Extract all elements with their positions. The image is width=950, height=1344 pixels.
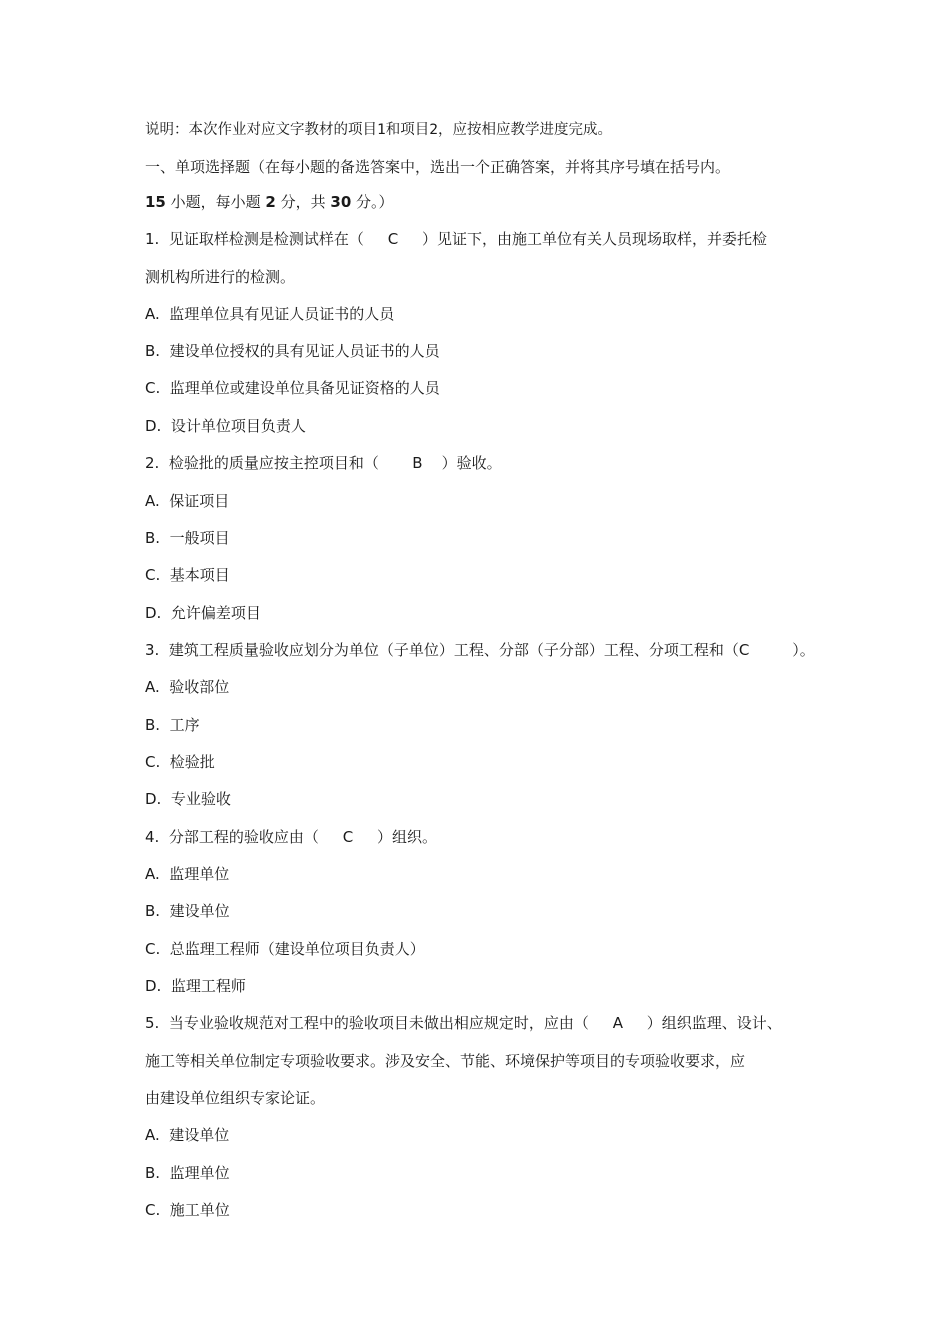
question-2-stem-line-1: 2. 检验批的质量应按主控项目和（ B ）验收。 [145, 454, 502, 472]
question-5-option-b: B. 监理单位 [145, 1164, 230, 1182]
header-text-b: 分，共 [275, 193, 331, 211]
header-text-a: 小题，每小题 [165, 193, 266, 211]
question-2-option-d: D. 允许偏差项目 [145, 604, 261, 622]
question-1-option-d: D. 设计单位项目负责人 [145, 417, 306, 435]
points-total: 30 [330, 193, 352, 211]
question-1-option-b: B. 建设单位授权的具有见证人员证书的人员 [145, 342, 440, 360]
question-4-stem-line-1: 4. 分部工程的验收应由（ C ）组织。 [145, 828, 438, 846]
question-4-option-b: B. 建设单位 [145, 902, 230, 920]
section-header-line1: 一、单项选择题（在每小题的备选答案中，选出一个正确答案，并将其序号填在括号内。 [145, 158, 731, 176]
question-3-option-a: A. 验收部位 [145, 678, 230, 696]
question-3-stem-line-1: 3. 建筑工程质量验收应划分为单位（子单位）工程、分部（子分部）工程、分项工程和（C ）。 [145, 641, 815, 659]
question-count: 15 [145, 193, 166, 211]
header-text-c: 分。） [351, 193, 394, 211]
question-4-option-c: C. 总监理工程师（建设单位项目负责人） [145, 940, 425, 958]
question-1-stem-line-2: 测机构所进行的检测。 [145, 268, 296, 286]
question-3-option-d: D. 专业验收 [145, 790, 231, 808]
intro-note: 说明：本次作业对应文字教材的项目1和项目2，应按相应教学进度完成。 [145, 122, 612, 138]
section-header-line2 [145, 192, 394, 212]
question-1-stem-line-1: 1. 见证取样检测是检测试样在（ C ）见证下，由施工单位有关人员现场取样，并委托检 [145, 230, 768, 248]
question-4-option-d: D. 监理工程师 [145, 977, 246, 995]
question-5-option-c: C. 施工单位 [145, 1201, 230, 1219]
question-5-option-a: A. 建设单位 [145, 1126, 230, 1144]
question-4-option-a: A. 监理单位 [145, 865, 230, 883]
question-1-option-a: A. 监理单位具有见证人员证书的人员 [145, 305, 395, 323]
question-2-option-c: C. 基本项目 [145, 566, 230, 584]
question-2-option-a: A. 保证项目 [145, 492, 230, 510]
question-1-option-c: C. 监理单位或建设单位具备见证资格的人员 [145, 379, 440, 397]
points-each: 2 [265, 193, 276, 211]
question-5-stem-line-1: 5. 当专业验收规范对工程中的验收项目未做出相应规定时，应由（ A ）组织监理、设计、 [145, 1014, 782, 1032]
question-5-stem-line-3: 由建设单位组织专家论证。 [145, 1089, 326, 1107]
question-3-option-c: C. 检验批 [145, 753, 215, 771]
question-5-stem-line-2: 施工等相关单位制定专项验收要求。涉及安全、节能、环境保护等项目的专项验收要求，应 [145, 1052, 746, 1070]
question-2-option-b: B. 一般项目 [145, 529, 230, 547]
question-3-option-b: B. 工序 [145, 716, 200, 734]
